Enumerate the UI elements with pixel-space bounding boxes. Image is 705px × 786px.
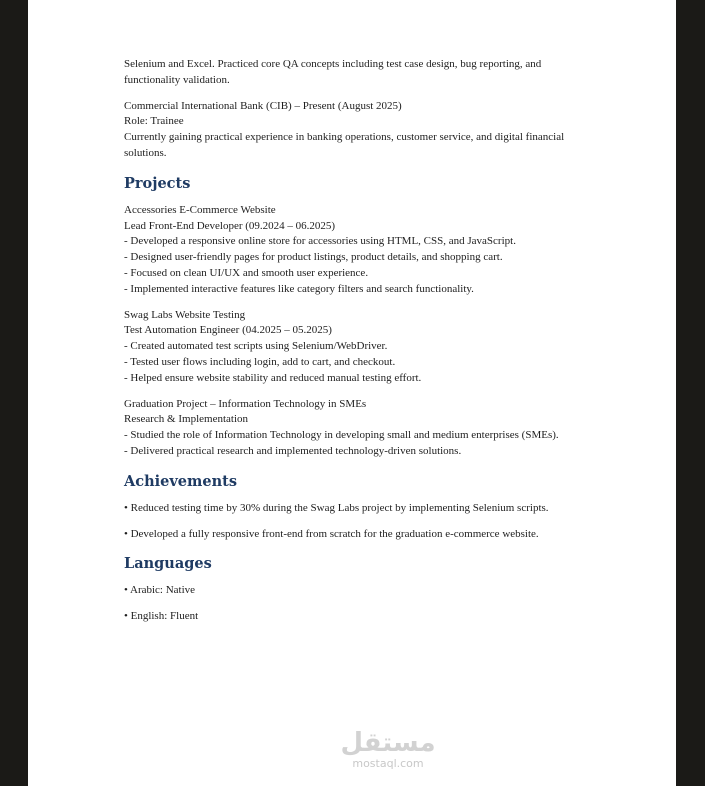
project-bullet: - Helped ensure website stability and reduced manual testing effort.: [124, 371, 422, 384]
project-bullet: - Created automated test scripts using Selenium/WebDriver.: [124, 340, 388, 353]
watermark-url: mostaql.com: [352, 757, 424, 770]
project-item: [124, 397, 594, 460]
intro-paragraph: Selenium and Excel. Practiced core QA concepts including test case design, bug reporting, and functionality validation.: [124, 58, 542, 86]
watermark-logo: [328, 728, 448, 770]
project-subtitle: Test Automation Engineer (04.2025 – 05.2025): [124, 324, 332, 337]
project-bullet: - Tested user flows including login, add to cart, and checkout.: [124, 355, 396, 368]
project-title: Graduation Project – Information Technology in SMEs: [124, 397, 367, 410]
experience-role: Role: Trainee: [124, 115, 184, 128]
project-bullet: - Focused on clean UI/UX and smooth user experience.: [124, 266, 369, 279]
project-item: [124, 308, 594, 387]
project-bullet: - Delivered practical research and implemented technology-driven solutions.: [124, 444, 462, 457]
project-title: Accessories E-Commerce Website: [124, 203, 276, 216]
project-subtitle: Research & Implementation: [124, 413, 249, 426]
projects-heading: Projects: [124, 174, 191, 192]
achievements-heading: Achievements: [124, 472, 237, 490]
watermark-arabic: مستقل: [340, 728, 436, 758]
language-item: • English: Fluent: [124, 610, 199, 623]
achievement-item: • Developed a fully responsive front-end from scratch for the graduation e-commerce website.: [124, 527, 539, 540]
project-bullet: - Designed user-friendly pages for product listings, product details, and shopping cart.: [124, 251, 503, 264]
experience-description: Currently gaining practical experience in banking operations, customer service, and digital financial solutions.: [124, 131, 565, 159]
achievement-item: • Reduced testing time by 30% during the Swag Labs project by implementing Selenium scripts.: [124, 501, 549, 514]
languages-heading: Languages: [124, 555, 212, 573]
project-subtitle: Lead Front-End Developer (09.2024 – 06.2025): [124, 219, 336, 232]
project-bullet: - Studied the role of Information Technology in developing small and medium enterprises (SMEs).: [124, 429, 559, 442]
project-bullet: - Implemented interactive features like category filters and search functionality.: [124, 282, 474, 295]
document-page: [28, 0, 676, 786]
experience-company: Commercial International Bank (CIB) – Present (August 2025): [124, 99, 402, 112]
resume-content: [124, 57, 594, 625]
language-item: • Arabic: Native: [124, 584, 196, 597]
project-item: [124, 203, 594, 298]
project-title: Swag Labs Website Testing: [124, 308, 246, 321]
project-bullet: - Developed a responsive online store for accessories using HTML, CSS, and JavaScript.: [124, 235, 516, 248]
